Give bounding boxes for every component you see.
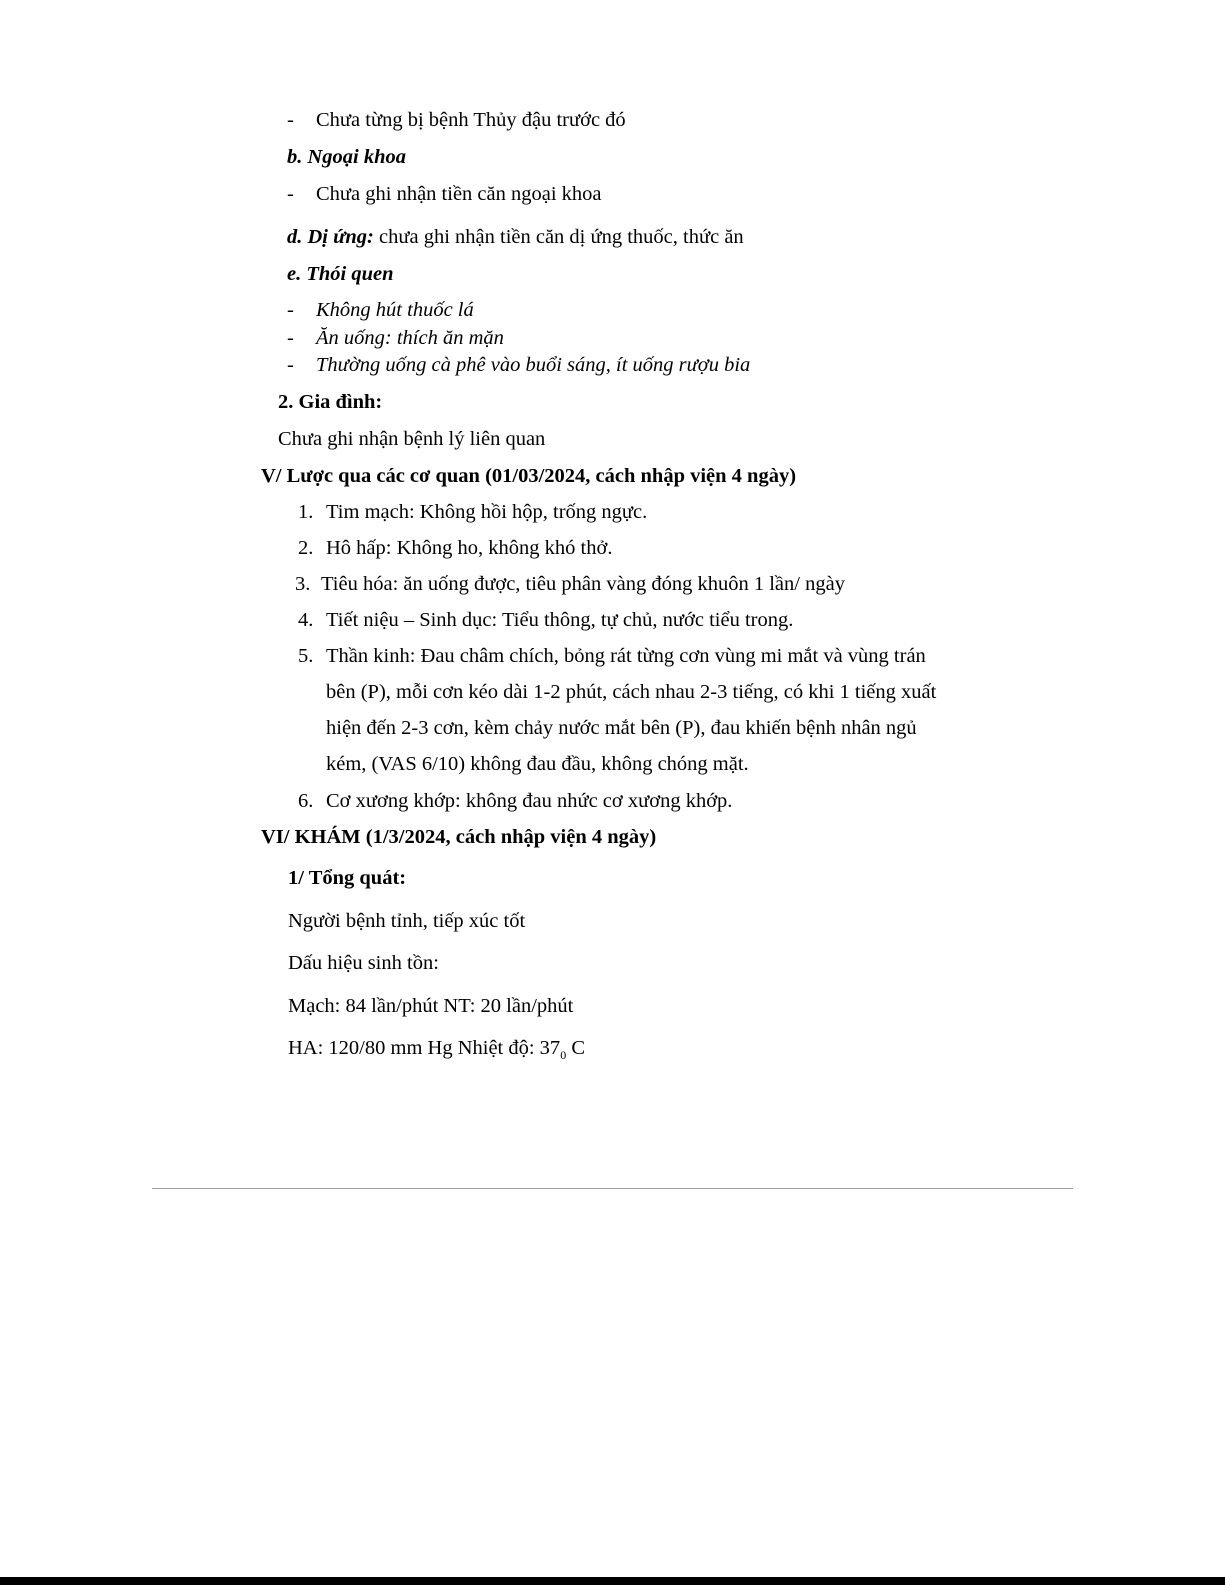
- surgical-heading: b. Ngoại khoa: [287, 146, 407, 168]
- list-number: 2.: [298, 537, 314, 559]
- family-history: Chưa ghi nhận bệnh lý liên quan: [278, 428, 546, 450]
- habit-item: Không hút thuốc lá: [316, 299, 474, 321]
- allergy-label: d. Dị ứng:: [287, 226, 374, 248]
- consciousness-text: Người bệnh tỉnh, tiếp xúc tốt: [288, 910, 526, 932]
- review-item-line: bên (P), mỗi cơn kéo dài 1-2 phút, cách nhau 2-3 tiếng, có khi 1 tiếng xuất: [326, 681, 937, 703]
- list-number: 4.: [298, 609, 314, 631]
- surgical-history: Chưa ghi nhận tiền căn ngoại khoa: [316, 183, 602, 205]
- pulse-respiration: Mạch: 84 lần/phút NT: 20 lần/phút: [288, 995, 574, 1017]
- list-dash: -: [287, 354, 294, 376]
- chickenpox-history: Chưa từng bị bệnh Thủy đậu trước đó: [316, 109, 626, 131]
- review-item-line: hiện đến 2-3 cơn, kèm chảy nước mắt bên (P), đau khiến bệnh nhân ngủ: [326, 717, 917, 739]
- allergy-text: chưa ghi nhận tiền căn dị ứng thuốc, thức ăn: [373, 226, 744, 248]
- temp-subscript: 0: [560, 1048, 567, 1063]
- allergy-line: [287, 225, 744, 250]
- list-dash: -: [287, 327, 294, 349]
- bottom-edge-bar: [0, 1577, 1225, 1585]
- review-item: Cơ xương khớp: không đau nhức cơ xương khớp.: [326, 790, 733, 812]
- review-item: Hô hấp: Không ho, không khó thở.: [326, 537, 613, 559]
- list-dash: -: [287, 109, 294, 131]
- list-number: 6.: [298, 790, 314, 812]
- list-number: 5.: [298, 645, 314, 667]
- review-item: Tiêu hóa: ăn uống được, tiêu phân vàng đóng khuôn 1 lần/ ngày: [321, 573, 845, 595]
- general-heading: 1/ Tổng quát:: [288, 867, 407, 889]
- page-divider: [152, 1188, 1073, 1189]
- habit-item: Thường uống cà phê vào buổi sáng, ít uống rượu bia: [316, 354, 751, 376]
- habit-item: Ăn uống: thích ăn mặn: [316, 327, 504, 349]
- review-item-line: Thần kinh: Đau châm chích, bỏng rát từng cơn vùng mi mắt và vùng trán: [326, 645, 926, 667]
- bp-temp-text: HA: 120/80 mm Hg Nhiệt độ: 37: [288, 1037, 561, 1059]
- exam-heading: VI/ KHÁM (1/3/2024, cách nhập viện 4 ngày): [261, 826, 657, 848]
- bp-temperature: [288, 1036, 585, 1062]
- vitals-label: Dấu hiệu sinh tồn:: [288, 952, 439, 974]
- review-heading: V/ Lược qua các cơ quan (01/03/2024, cách nhập viện 4 ngày): [261, 465, 797, 487]
- review-item: Tim mạch: Không hồi hộp, trống ngực.: [326, 501, 648, 523]
- list-dash: -: [287, 299, 294, 321]
- list-number: 3.: [295, 573, 311, 595]
- list-number: 1.: [298, 501, 314, 523]
- temp-unit: C: [566, 1037, 585, 1059]
- family-heading: 2. Gia đình:: [278, 391, 383, 413]
- review-item: Tiết niệu – Sinh dục: Tiểu thông, tự chủ, nước tiểu trong.: [326, 609, 794, 631]
- habits-heading: e. Thói quen: [287, 263, 394, 285]
- list-dash: -: [287, 183, 294, 205]
- review-item-line: kém, (VAS 6/10) không đau đầu, không chóng mặt.: [326, 753, 749, 775]
